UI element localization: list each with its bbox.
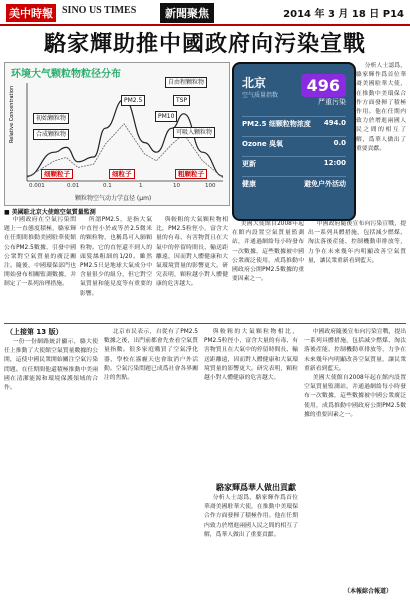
figure-title: 环境大气颗粒物粒径分布 <box>11 69 121 80</box>
section-divider <box>4 323 406 324</box>
aqi-phone-screenshot <box>232 62 356 221</box>
tag-pm25: PM2.5 <box>121 95 145 106</box>
aqi-level: 严重污染 <box>318 98 346 106</box>
article-column: 一份一份網路統計顯示，駱大使任上推動了大使館空氣質量數據的公開，這使中國民衆開始關注空氣污染問題。在任期間他還積極推動中美兩國在清潔能源和環境保護領域的合作。 <box>4 339 98 392</box>
subhead: 駱家輝爲華人做出貢獻 <box>216 483 296 492</box>
byline: （本報綜合報道） <box>344 588 393 595</box>
brand-english: SINO US TIMES <box>62 5 137 16</box>
label-coarse: 粗颗粒子 <box>175 169 207 179</box>
article-column: 中國政府隨後宣布向污染宣戰，提出一系列具體措施，包括減少燃煤、淘汰落後産能、控制機動車排放等，力争在未來幾年内明顯改善空氣質量，讓民衆重新看到藍天。 美國大使館自2008年起在館内設置空氣質量監測站，并通過網絡每小時發布一次數據，這些數據被中國公衆廣泛使用，成爲推動中國政府公開PM2.5數據的重要因素之一。 <box>304 329 406 418</box>
article-column: 美國大使館自2008年起在館内設置空氣質量監測站，并通過網絡每小時發布一次數據，這些數據被中國公衆廣泛使用，成爲推動中國政府公開PM2.5數據的重要因素之一。 <box>232 221 304 283</box>
article-column: 分析人士認爲，駱家輝作爲首位華裔美國駐華大使，在推動中美環保合作方面發揮了積極作用。他在任期内致力於增進兩國人民之間的相互了解，爲華人做出了重要貢獻。 <box>356 63 406 152</box>
x-tick: 0.01 <box>67 183 80 189</box>
phone-row: Ozone 臭氧 0.0 <box>242 136 346 149</box>
phone-row: 更新 12:00 <box>242 156 346 169</box>
tag-initial: 初始颗粒物 <box>33 113 69 124</box>
label-ultrafine: 细颗粒子 <box>41 169 73 179</box>
x-axis-label: 颗粒物空气动力学直径 (μm) <box>75 195 152 202</box>
x-tick: 100 <box>205 183 216 189</box>
phone-row: 健康 避免户外活动 <box>242 176 346 189</box>
continued-label: （上接第 13 版） <box>6 328 63 336</box>
tag-tsp: TSP <box>173 95 190 106</box>
article-column: 與較粗的大氣顆粒物相比，PM2.5粒徑小，富含大量的有毒、有害物質且在大氣中的停留時間長、輸送距離遠，因而對人體健康和大氣環境質量的影響更大。研究表明，顆粒越小對人體健康的危害越大。 <box>156 217 228 288</box>
tag-inhalable: 可吸入颗粒物 <box>173 127 215 138</box>
phone-subtitle: 空气质量指数 <box>242 92 279 99</box>
phone-city: 北京 <box>242 76 267 90</box>
page-header <box>0 0 410 26</box>
date-page: 2014 年 3 月 18 日 P14 <box>283 9 404 20</box>
label-fine: 细粒子 <box>109 169 135 179</box>
article-column: 分析人士認爲，駱家輝作爲首位華裔美國駐華大使，在推動中美環保合作方面發揮了積極作用。他在任期内致力於增進兩國人民之間的相互了解，爲華人做出了重要貢獻。 <box>204 495 298 538</box>
article-column: 北京市民表示，自從有了PM2.5數據之後，出門前都會先查看空氣質量指數。很多家庭購買了空氣淨化器，學校在霧霾天也會取消户外活動。空氣污染問題已成爲社會各界關注的焦點。 <box>104 329 198 382</box>
y-axis-label: Relative Concentration <box>9 85 15 143</box>
x-tick: 0.001 <box>29 183 45 189</box>
tag-pm10: PM10 <box>155 111 177 122</box>
article-column: 中國政府隨後宣布向污染宣戰，提出一系列具體措施，包括減少燃煤、淘汰落後産能、控制機動車排放等，力争在未來幾年内明顯改善空氣質量，讓民衆重新看到藍天。 <box>308 221 406 264</box>
x-tick: 0.1 <box>103 183 112 189</box>
tag-synthetic: 合成颗粒物 <box>33 129 69 140</box>
particle-size-figure <box>4 62 230 206</box>
x-tick: 1 <box>139 183 143 189</box>
x-tick: 10 <box>173 183 180 189</box>
section-label: 新聞聚焦 <box>160 3 214 23</box>
article-column: 所謂PM2.5，是指大氣中直徑小於或等於2.5微米的顆粒物，也稱爲可入肺顆粒物。它的直徑還不到人的頭髮絲粗細的1/20。雖然PM2.5只是地球大氣成分中含量很少的組分，但它對空氣質量和能見度等有重要的影響。 <box>80 217 152 297</box>
article-column: 與較粗的大氣顆粒物相比，PM2.5粒徑小，富含大量的有毒、有害物質且在大氣中的停留時間長、輸送距離遠，因而對人體健康和大氣環境質量的影響更大。研究表明，顆粒越小對人體健康的危害越大。 <box>204 329 298 382</box>
tag-free-path: 自由程颗粒物 <box>165 77 207 88</box>
aqi-value: 496 <box>301 74 346 97</box>
figure-caption: ■ 美國駐北京大使館空氣質量監測 <box>4 209 96 216</box>
headline: 駱家輝助推中國政府向污染宣戰 <box>43 31 366 57</box>
brand-logo: 美中時報 <box>6 4 56 22</box>
article-column: 中國政府在空氣污染問題上一直態度積極，駱家輝在任期間推動美國駐華使館公布PM2.5數據，引發中國公衆對空氣質量的廣泛關注。隨後，中國環保部門也開始發布相關監測數據，并制定了一系列治理措施。 <box>4 217 76 288</box>
phone-row: PM2.5 细颗粒物浓度 494.0 <box>242 116 346 129</box>
